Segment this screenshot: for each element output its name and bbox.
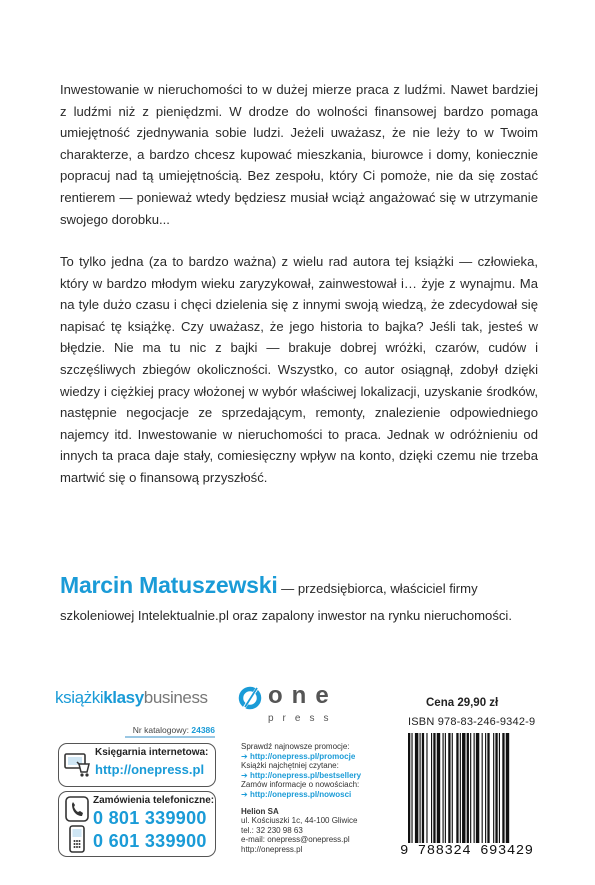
publisher-company: Helion SA <box>241 806 279 816</box>
bestseller-label: Książki najchętniej czytane: <box>241 761 339 771</box>
barcode-bar <box>482 733 483 843</box>
barcode-bar <box>460 733 461 843</box>
phone-orders-box <box>58 791 216 857</box>
phone-number-1[interactable]: 0 801 339900 <box>93 808 207 828</box>
onepress-logo-main: one <box>268 682 338 709</box>
publisher-email[interactable]: e-mail: onepress@onepress.pl <box>241 835 350 845</box>
mobile-phone-icon <box>67 825 87 853</box>
publisher-info <box>241 742 391 855</box>
author-description-2: szkoleniowej Intelektualnie.pl oraz zapalony inwestor na rynku nieruchomości. <box>60 608 512 623</box>
phone-orders-label: Zamówienia telefoniczne: <box>93 795 215 806</box>
author-name: Marcin Matuszewski <box>60 572 278 598</box>
barcode-bar <box>437 733 440 843</box>
barcode-bar <box>493 733 494 843</box>
barcode-bar <box>452 733 453 843</box>
publisher-address: ul. Kościuszki 1c, 44-100 Gliwice <box>241 816 358 826</box>
barcode-bar <box>422 733 424 843</box>
shopping-cart-icon <box>63 750 93 780</box>
barcode-bar <box>495 733 497 843</box>
barcode-bar <box>433 733 435 843</box>
price: Cena 29,90 zł <box>426 697 499 709</box>
onepress-logo <box>238 684 348 730</box>
onepress-logo-sub: press <box>268 713 338 724</box>
arrow-right-icon: ➔ <box>241 770 248 780</box>
barcode-bar <box>485 733 486 843</box>
author-bio <box>60 570 538 626</box>
publisher-tel: tel.: 32 230 98 63 <box>241 825 303 835</box>
publisher-website[interactable]: http://onepress.pl <box>241 844 303 854</box>
bestseller-link[interactable]: http://onepress.pl/bestsellery <box>249 770 362 780</box>
catalog-label: Nr katalogowy: <box>132 725 192 735</box>
series-logo-part2: klasy <box>103 688 144 707</box>
barcode-bar <box>445 733 446 843</box>
description-paragraph-1: Inwestowanie w nieruchomości to w dużej mierze praca z ludźmi. Nawet bardziej z ludźmi niż z pieniędzmi. W drodze do wolności finansowej bardzo pomaga umiejętność zjednywania sobie ludzi. Jeżeli uważasz, że nie leży to w Twoim charakterze, a bardzo chcesz kupować mieszkania, biurowce i domy, koniecznie popracuj nad tą umiejętnością. Bez zespołu, który Ci pomoże, nie da się zostać rentierem — ponieważ wtedy będziesz musiał wciąż angażować się w utrzymanie swojego dorobku... <box>60 82 538 227</box>
author-description-1: — przedsiębiorca, właściciel firmy <box>277 581 478 596</box>
barcode-digits: 9 788324 693429 <box>400 843 548 859</box>
series-logo <box>55 688 215 708</box>
phone-number-2[interactable]: 0 601 339900 <box>93 831 207 851</box>
barcode-bar <box>411 733 412 843</box>
news-link[interactable]: http://onepress.pl/nowosci <box>249 789 352 799</box>
barcode-bar <box>506 733 509 843</box>
barcode-bar <box>467 733 469 843</box>
barcode-bar <box>499 733 500 843</box>
barcode-bar <box>443 733 444 843</box>
series-logo-part1: książki <box>55 688 104 707</box>
barcode-bar <box>415 733 418 843</box>
catalog-number <box>125 724 215 738</box>
phone-icon <box>65 796 89 822</box>
promo-link[interactable]: http://onepress.pl/promocje <box>249 751 356 761</box>
online-shop-label: Księgarnia internetowa: <box>95 747 209 758</box>
isbn: ISBN 978-83-246-9342-9 <box>408 716 536 728</box>
series-logo-part3: business <box>143 688 208 707</box>
barcode-bar <box>420 733 421 843</box>
barcode-bar <box>474 733 475 843</box>
barcode <box>400 733 548 851</box>
arrow-right-icon: ➔ <box>241 789 248 799</box>
news-label: Zamów informacje o nowościach: <box>241 780 360 790</box>
catalog-value: 24386 <box>191 725 215 735</box>
barcode-bar <box>487 733 489 843</box>
promo-label: Sprawdź najnowsze promocje: <box>241 742 350 751</box>
onepress-symbol-icon <box>238 684 264 710</box>
barcode-bar <box>426 733 427 843</box>
barcode-bar <box>462 733 465 843</box>
barcode-bar <box>408 733 410 843</box>
barcode-bar <box>476 733 479 843</box>
online-shop-link[interactable]: http://onepress.pl <box>95 762 205 777</box>
arrow-right-icon: ➔ <box>241 751 248 761</box>
barcode-bar <box>502 733 504 843</box>
barcode-bar <box>431 733 432 843</box>
barcode-bar <box>470 733 471 843</box>
online-shop-box <box>58 743 216 787</box>
barcode-bar <box>448 733 450 843</box>
description-paragraph-2: To tylko jedna (za to bardzo ważna) z wielu rad autora tej książki — człowieka, który w bardzo młodym wieku zaryzykował, zainwestował i… żyje z wynajmu. Ma na tyle dużo czasu i chęci dzielenia się z innymi swoją wiedzą, że zdecydował się napisać tę książkę. Czy uważasz, że jego historia to bajka? Jeśli tak, jesteś w błędzie. Nie ma tu nic z bajki — brakuje dobrej wróżki, czarów, cudów i szczęśliwych zbiegów okoliczności. Wszystko, co autor osiągnął, zdobył dzięki wiedzy i ciężkiej pracy włożonej w wybór właściwej lokalizacji, uzyskanie środków, następnie negocjacje ze sprzedającym, remonty, znalezienie odpowiedniego najemcy itd. Inwestowanie w nieruchomości to praca. Jednak w odróżnieniu od innych ta praca daje stały, comiesięczny wpływ na konto, dzięki czemu nie trzeba martwić się o finansową przyszłość. <box>60 254 538 486</box>
barcode-bar <box>456 733 458 843</box>
